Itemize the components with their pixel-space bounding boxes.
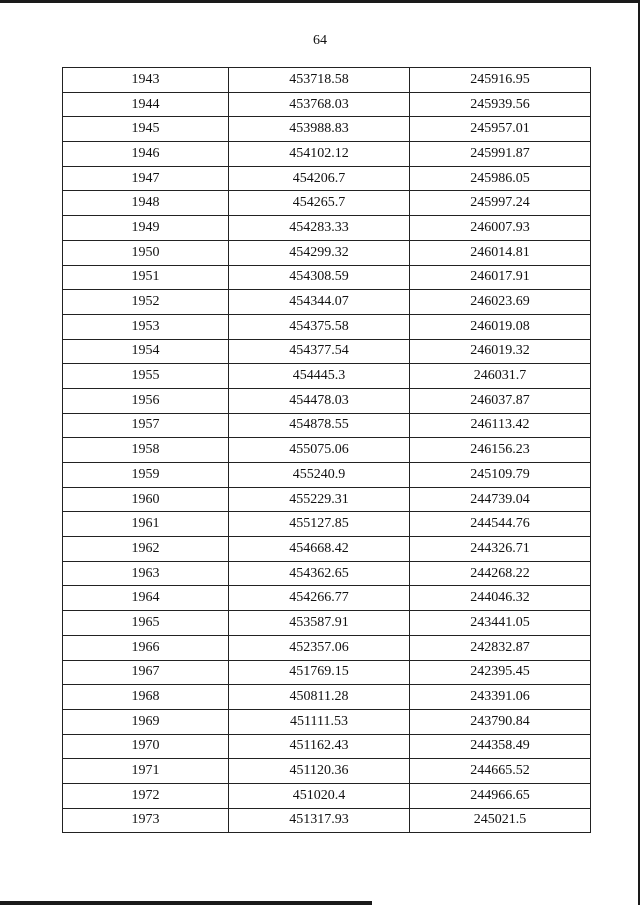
year-cell: 1943 [63,68,229,93]
table-row [63,413,591,438]
table-row [63,759,591,784]
year-cell: 1969 [63,709,229,734]
year-cell: 1950 [63,240,229,265]
year-cell: 1970 [63,734,229,759]
year-cell: 1952 [63,290,229,315]
x-coordinate-cell: 454878.55 [229,413,410,438]
table-row [63,561,591,586]
table-row [63,660,591,685]
table-row [63,166,591,191]
x-coordinate-cell: 454206.7 [229,166,410,191]
year-cell: 1971 [63,759,229,784]
year-cell: 1955 [63,364,229,389]
table-row [63,191,591,216]
table-row [63,808,591,833]
table-row [63,339,591,364]
table-row [63,388,591,413]
table-row [63,709,591,734]
x-coordinate-cell: 453768.03 [229,92,410,117]
x-coordinate-cell: 451111.53 [229,709,410,734]
table-body [63,68,591,833]
x-coordinate-cell: 455229.31 [229,487,410,512]
y-coordinate-cell: 246031.7 [410,364,591,389]
y-coordinate-cell: 244665.52 [410,759,591,784]
year-cell: 1963 [63,561,229,586]
x-coordinate-cell: 451020.4 [229,783,410,808]
y-coordinate-cell: 245986.05 [410,166,591,191]
x-coordinate-cell: 454299.32 [229,240,410,265]
x-coordinate-cell: 454478.03 [229,388,410,413]
x-coordinate-cell: 454668.42 [229,537,410,562]
table-row [63,463,591,488]
table-row [63,216,591,241]
table-row [63,586,591,611]
table-row [63,142,591,167]
year-cell: 1959 [63,463,229,488]
y-coordinate-cell: 245109.79 [410,463,591,488]
year-cell: 1944 [63,92,229,117]
year-cell: 1962 [63,537,229,562]
y-coordinate-cell: 243790.84 [410,709,591,734]
year-cell: 1967 [63,660,229,685]
x-coordinate-cell: 454283.33 [229,216,410,241]
table-row [63,537,591,562]
table-row [63,783,591,808]
table-row [63,438,591,463]
year-cell: 1964 [63,586,229,611]
table-row [63,265,591,290]
x-coordinate-cell: 454445.3 [229,364,410,389]
year-cell: 1973 [63,808,229,833]
year-cell: 1948 [63,191,229,216]
x-coordinate-cell: 451162.43 [229,734,410,759]
x-coordinate-cell: 455075.06 [229,438,410,463]
y-coordinate-cell: 246019.32 [410,339,591,364]
y-coordinate-cell: 243441.05 [410,611,591,636]
table-row [63,314,591,339]
table-row [63,290,591,315]
coordinate-table [62,67,591,833]
year-cell: 1958 [63,438,229,463]
y-coordinate-cell: 244268.22 [410,561,591,586]
y-coordinate-cell: 246019.08 [410,314,591,339]
year-cell: 1946 [63,142,229,167]
y-coordinate-cell: 244739.04 [410,487,591,512]
x-coordinate-cell: 452357.06 [229,635,410,660]
year-cell: 1953 [63,314,229,339]
table-row [63,487,591,512]
y-coordinate-cell: 246037.87 [410,388,591,413]
table-row [63,68,591,93]
x-coordinate-cell: 453587.91 [229,611,410,636]
x-coordinate-cell: 454377.54 [229,339,410,364]
y-coordinate-cell: 244326.71 [410,537,591,562]
year-cell: 1966 [63,635,229,660]
year-cell: 1951 [63,265,229,290]
x-coordinate-cell: 454344.07 [229,290,410,315]
y-coordinate-cell: 244544.76 [410,512,591,537]
year-cell: 1957 [63,413,229,438]
y-coordinate-cell: 242832.87 [410,635,591,660]
table-row [63,685,591,710]
x-coordinate-cell: 454375.58 [229,314,410,339]
y-coordinate-cell: 246113.42 [410,413,591,438]
year-cell: 1954 [63,339,229,364]
page-number: 64 [313,33,327,48]
x-coordinate-cell: 454266.77 [229,586,410,611]
x-coordinate-cell: 453718.58 [229,68,410,93]
year-cell: 1956 [63,388,229,413]
y-coordinate-cell: 246014.81 [410,240,591,265]
x-coordinate-cell: 455240.9 [229,463,410,488]
x-coordinate-cell: 451317.93 [229,808,410,833]
x-coordinate-cell: 450811.28 [229,685,410,710]
table-row [63,611,591,636]
y-coordinate-cell: 245991.87 [410,142,591,167]
year-cell: 1965 [63,611,229,636]
y-coordinate-cell: 244966.65 [410,783,591,808]
y-coordinate-cell: 244358.49 [410,734,591,759]
x-coordinate-cell: 453988.83 [229,117,410,142]
y-coordinate-cell: 243391.06 [410,685,591,710]
y-coordinate-cell: 246156.23 [410,438,591,463]
y-coordinate-cell: 246017.91 [410,265,591,290]
x-coordinate-cell: 451769.15 [229,660,410,685]
x-coordinate-cell: 454362.65 [229,561,410,586]
x-coordinate-cell: 454102.12 [229,142,410,167]
year-cell: 1961 [63,512,229,537]
year-cell: 1947 [63,166,229,191]
y-coordinate-cell: 245916.95 [410,68,591,93]
year-cell: 1945 [63,117,229,142]
x-coordinate-cell: 455127.85 [229,512,410,537]
x-coordinate-cell: 454265.7 [229,191,410,216]
year-cell: 1968 [63,685,229,710]
x-coordinate-cell: 454308.59 [229,265,410,290]
scan-border-top [0,0,640,3]
table-row [63,240,591,265]
year-cell: 1972 [63,783,229,808]
table-row [63,364,591,389]
y-coordinate-cell: 245997.24 [410,191,591,216]
scan-border-bottom [0,901,372,905]
year-cell: 1949 [63,216,229,241]
year-cell: 1960 [63,487,229,512]
table-row [63,635,591,660]
y-coordinate-cell: 246023.69 [410,290,591,315]
y-coordinate-cell: 242395.45 [410,660,591,685]
y-coordinate-cell: 244046.32 [410,586,591,611]
table-row [63,512,591,537]
y-coordinate-cell: 245957.01 [410,117,591,142]
x-coordinate-cell: 451120.36 [229,759,410,784]
y-coordinate-cell: 245021.5 [410,808,591,833]
table-row [63,734,591,759]
table-row [63,92,591,117]
table-row [63,117,591,142]
y-coordinate-cell: 246007.93 [410,216,591,241]
y-coordinate-cell: 245939.56 [410,92,591,117]
